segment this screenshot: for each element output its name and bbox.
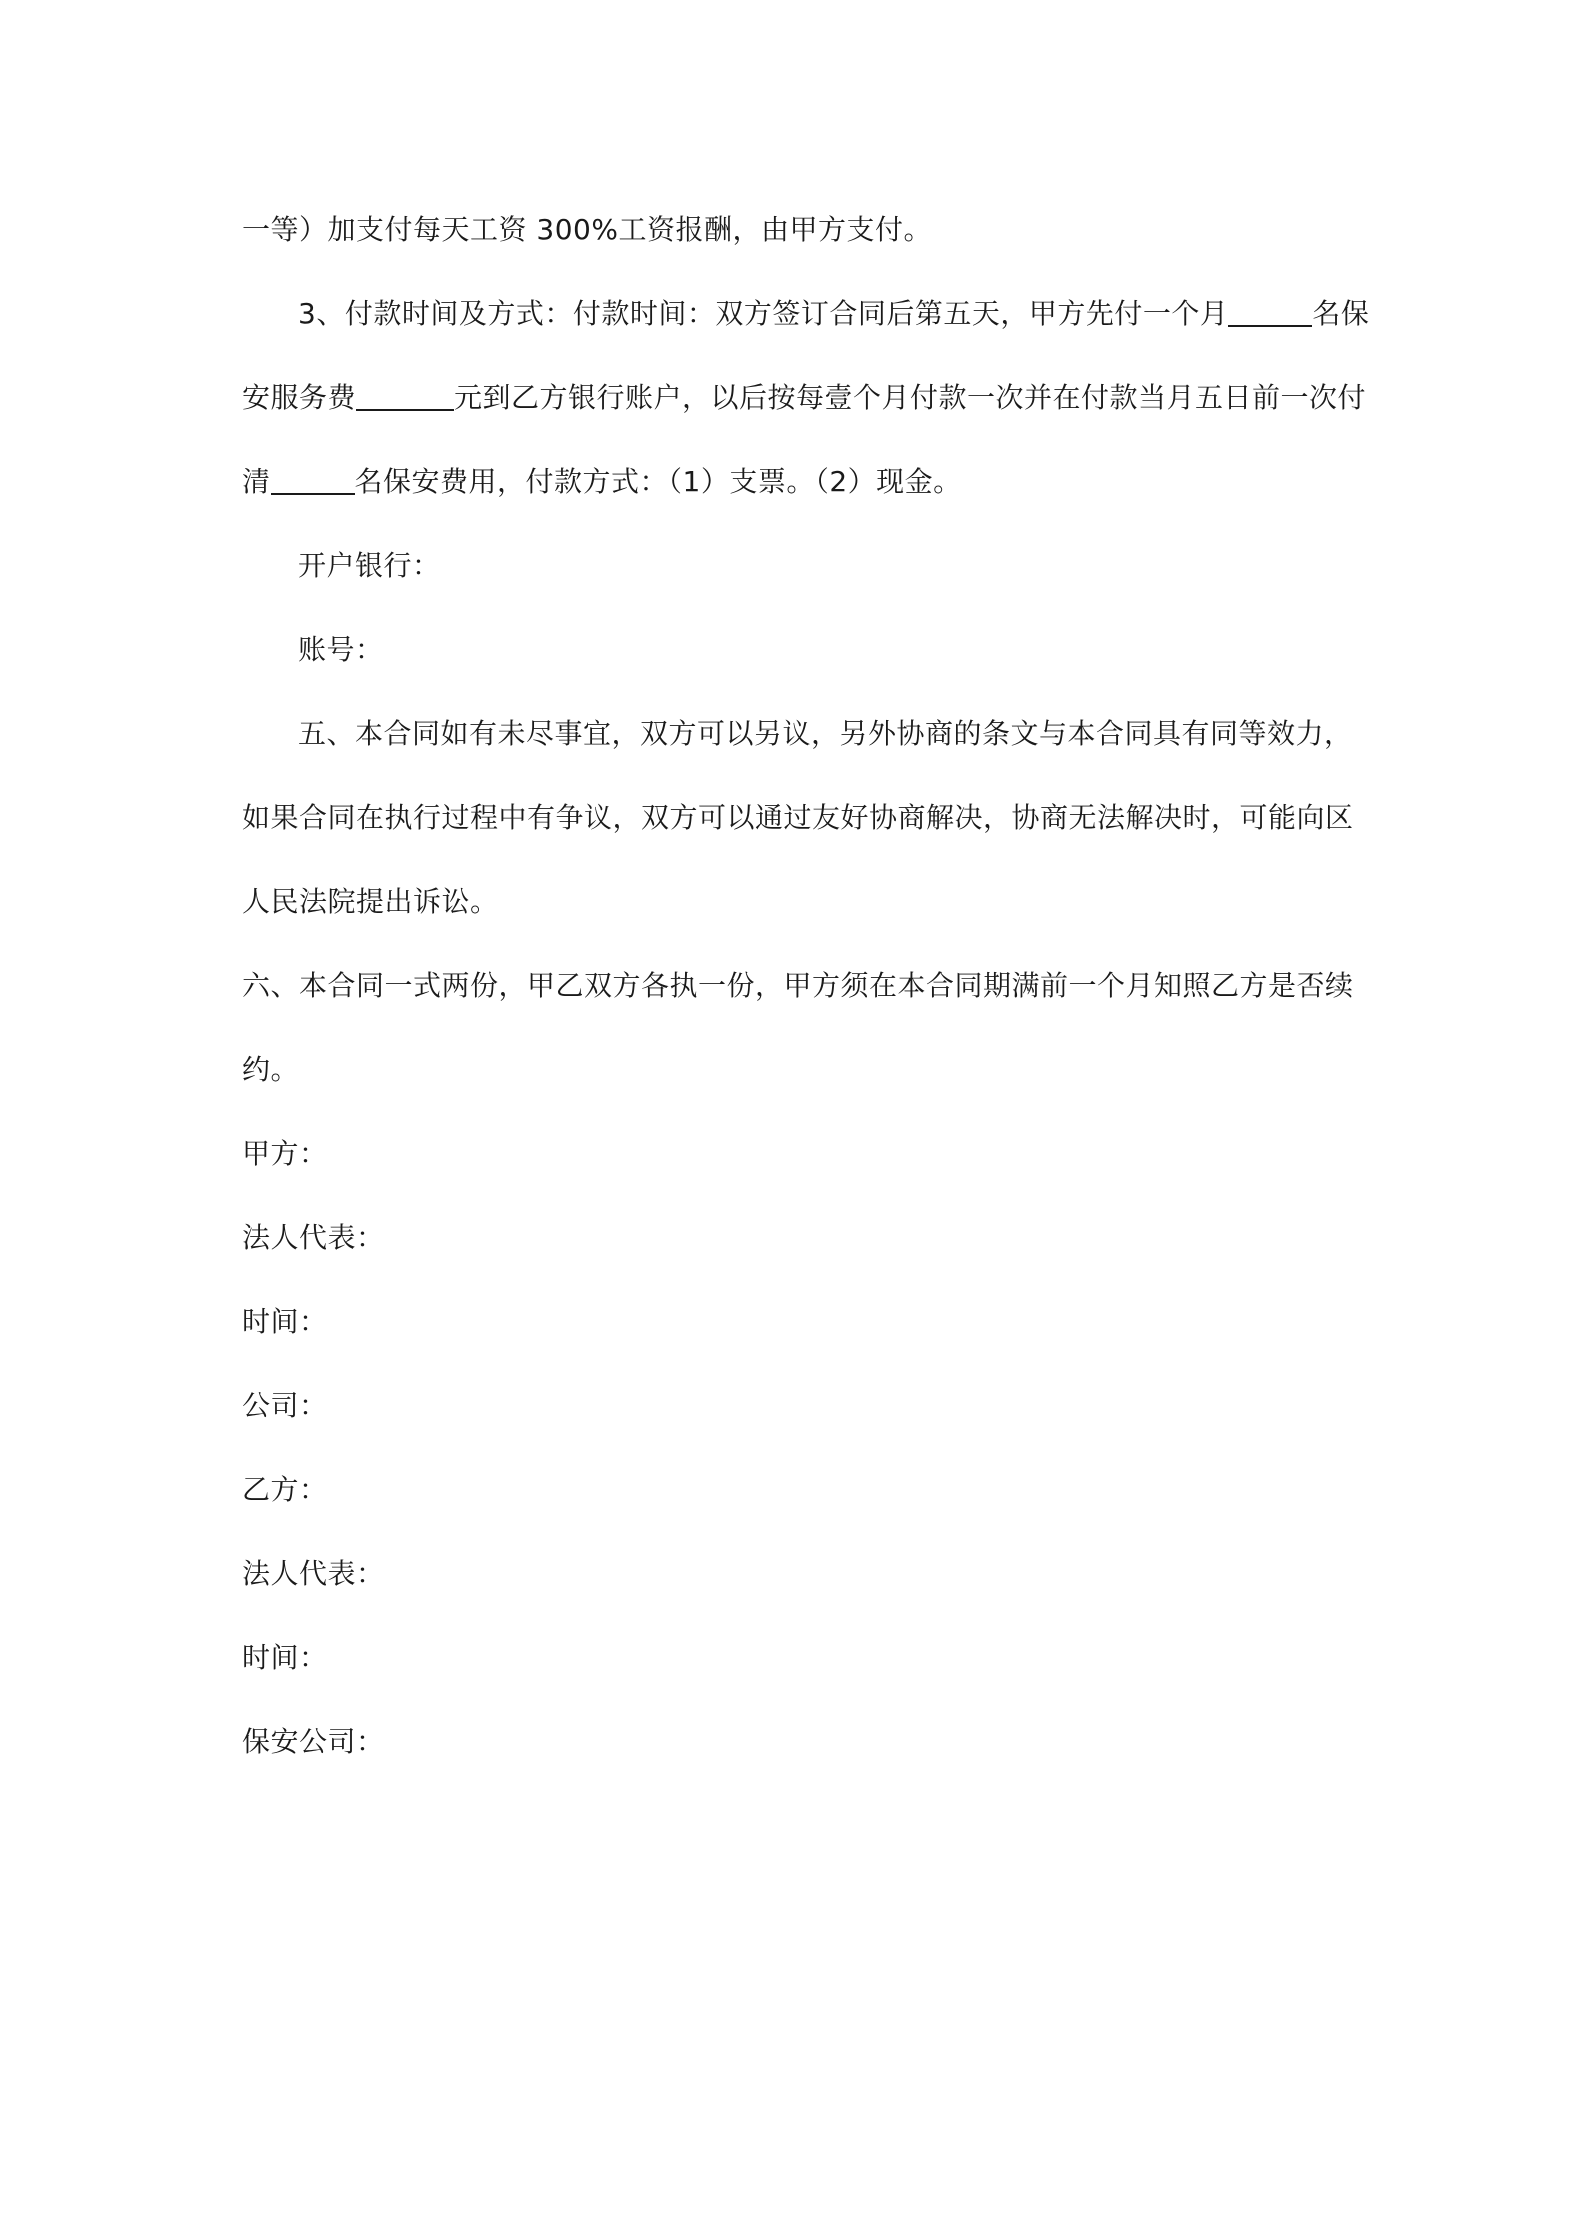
party-a-company-label: 公司： [242,1389,328,1422]
clause-six-text-1: 六、本合同一式两份，甲乙双方各执一份，甲方须在本合同期满前一个月知照乙方是否续 [242,969,1354,1002]
party-a-representative-label: 法人代表： [242,1221,385,1254]
clause-five-line-3 [242,882,499,922]
overtime-text: 一等）加支付每天工资 300%工资报酬，由甲方支付。 [242,213,932,246]
clause-five-text-1: 五、本合同如有未尽事宜，双方可以另议，另外协商的条文与本合同具有同等效力， [298,717,1353,750]
guard-count-blank-2[interactable] [271,463,355,495]
clause-six-text-2: 约。 [242,1053,300,1086]
payment-terms-text-1b: 名保 [1312,297,1370,330]
clause-six-line-1 [242,966,1354,1006]
account-number-label: 账号： [298,633,384,666]
party-b-company-label: 保安公司： [242,1725,385,1758]
party-b-representative-label: 法人代表： [242,1557,385,1590]
payment-terms-text-2b: 元到乙方银行账户，以后按每壹个月付款一次并在付款当月五日前一次付 [454,381,1367,414]
guard-count-blank-1[interactable] [1228,295,1312,327]
party-b-label: 乙方： [242,1473,328,1506]
payment-terms-text-1a: 3、付款时间及方式：付款时间：双方签订合同后第五天，甲方先付一个月 [298,297,1229,330]
bank-name-label: 开户银行： [298,549,441,582]
account-number-line [298,630,384,670]
payment-terms-text-3b: 名保安费用，付款方式：（1）支票。（2）现金。 [354,465,962,498]
service-fee-blank[interactable] [356,379,454,411]
payment-terms-line-1 [298,294,1370,334]
party-a-time-label: 时间： [242,1305,328,1338]
clause-five-text-2: 如果合同在执行过程中有争议，双方可以通过友好协商解决，协商无法解决时，可能向区 [242,801,1354,834]
payment-terms-text-2a: 安服务费 [242,381,357,414]
bank-name-line [298,546,441,586]
clause-five-text-3: 人民法院提出诉讼。 [242,885,499,918]
party-a-label: 甲方： [242,1137,328,1170]
party-b-time-label: 时间： [242,1641,328,1674]
clause-six-line-2 [242,1050,299,1090]
payment-terms-line-3 [242,462,962,502]
paragraph-overtime-tail [242,210,932,250]
clause-five-line-2 [242,798,1354,838]
payment-terms-line-2 [242,378,1367,418]
clause-five-line-1 [298,714,1353,754]
payment-terms-text-3a: 清 [242,465,271,498]
